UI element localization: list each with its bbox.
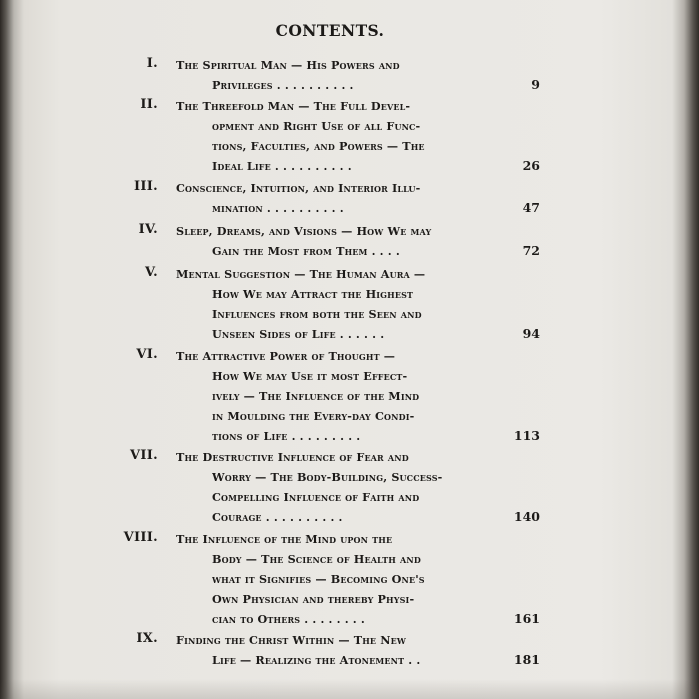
page-number: 140 [513,509,540,524]
chapter-title-line: ively — The Influence of the Mind [212,389,420,403]
chapter-number: IX. [136,631,158,646]
chapter-number: III. [134,179,158,194]
chapter-number: II. [140,97,158,112]
chapter-title-line: Mental Suggestion — The Human Aura — [176,267,426,281]
chapter-number: VIII. [123,530,158,545]
chapter-title-line: Privileges . . . . . . . . . . [212,78,354,92]
chapter-title-line: The Threefold Man — The Full Devel- [176,99,411,113]
chapter-title-line: tions, Faculties, and Powers — The [212,139,425,153]
chapter-number: VI. [136,347,158,362]
chapter-title-line: Courage . . . . . . . . . . [212,510,343,524]
page-number: 113 [513,428,540,443]
chapter-title-line: Gain the Most from Them . . . . [212,244,400,258]
page-number: 94 [522,326,540,341]
chapter-title-line: The Spiritual Man — His Powers and [176,58,400,72]
chapter-title-line: tions of Life . . . . . . . . . [212,429,361,443]
page-number: 181 [513,652,540,667]
page-number: 161 [513,611,540,626]
chapter-number: I. [146,56,158,71]
chapter-title-line: Compelling Influence of Faith and [212,490,420,504]
chapter-title-line: what it Signifies — Becoming One's [212,572,425,586]
chapter-title-line: How We may Attract the Highest [212,287,414,301]
chapter-title-line: Ideal Life . . . . . . . . . . [212,159,352,173]
chapter-number: VII. [130,448,158,463]
contents-heading: CONTENTS. [275,21,385,40]
chapter-title-line: cian to Others . . . . . . . . [212,612,365,626]
chapter-title-line: Worry — The Body-Building, Success- [212,470,443,484]
chapter-number: IV. [138,222,158,237]
chapter-title-line: Finding the Christ Within — The New [176,633,406,647]
chapter-title-line: Conscience, Intuition, and Interior Illu- [176,181,421,195]
chapter-title-line: Sleep, Dreams, and Visions — How We may [176,224,432,238]
chapter-number: V. [145,265,158,280]
chapter-title-line: The Destructive Influence of Fear and [176,450,409,464]
chapter-title-line: Life — Realizing the Atonement . . [212,653,421,667]
chapter-title-line: How We may Use it most Effect- [212,369,408,383]
page-number: 26 [522,158,540,173]
page-number: 47 [522,200,540,215]
chapter-title-line: mination . . . . . . . . . . [212,201,344,215]
chapter-title-line: in Moulding the Every-day Condi- [212,409,415,423]
chapter-title-line: The Influence of the Mind upon the [176,532,393,546]
chapter-title-line: The Attractive Power of Thought — [176,349,396,363]
chapter-title-line: Influences from both the Seen and [212,307,422,321]
chapter-title-line: Body — The Science of Health and [212,552,421,566]
page-number: 9 [531,77,540,92]
page-number: 72 [522,243,540,258]
chapter-title-line: Own Physician and thereby Physi- [212,592,415,606]
chapter-title-line: Unseen Sides of Life . . . . . . [212,327,385,341]
chapter-title-line: opment and Right Use of all Func- [212,119,421,133]
